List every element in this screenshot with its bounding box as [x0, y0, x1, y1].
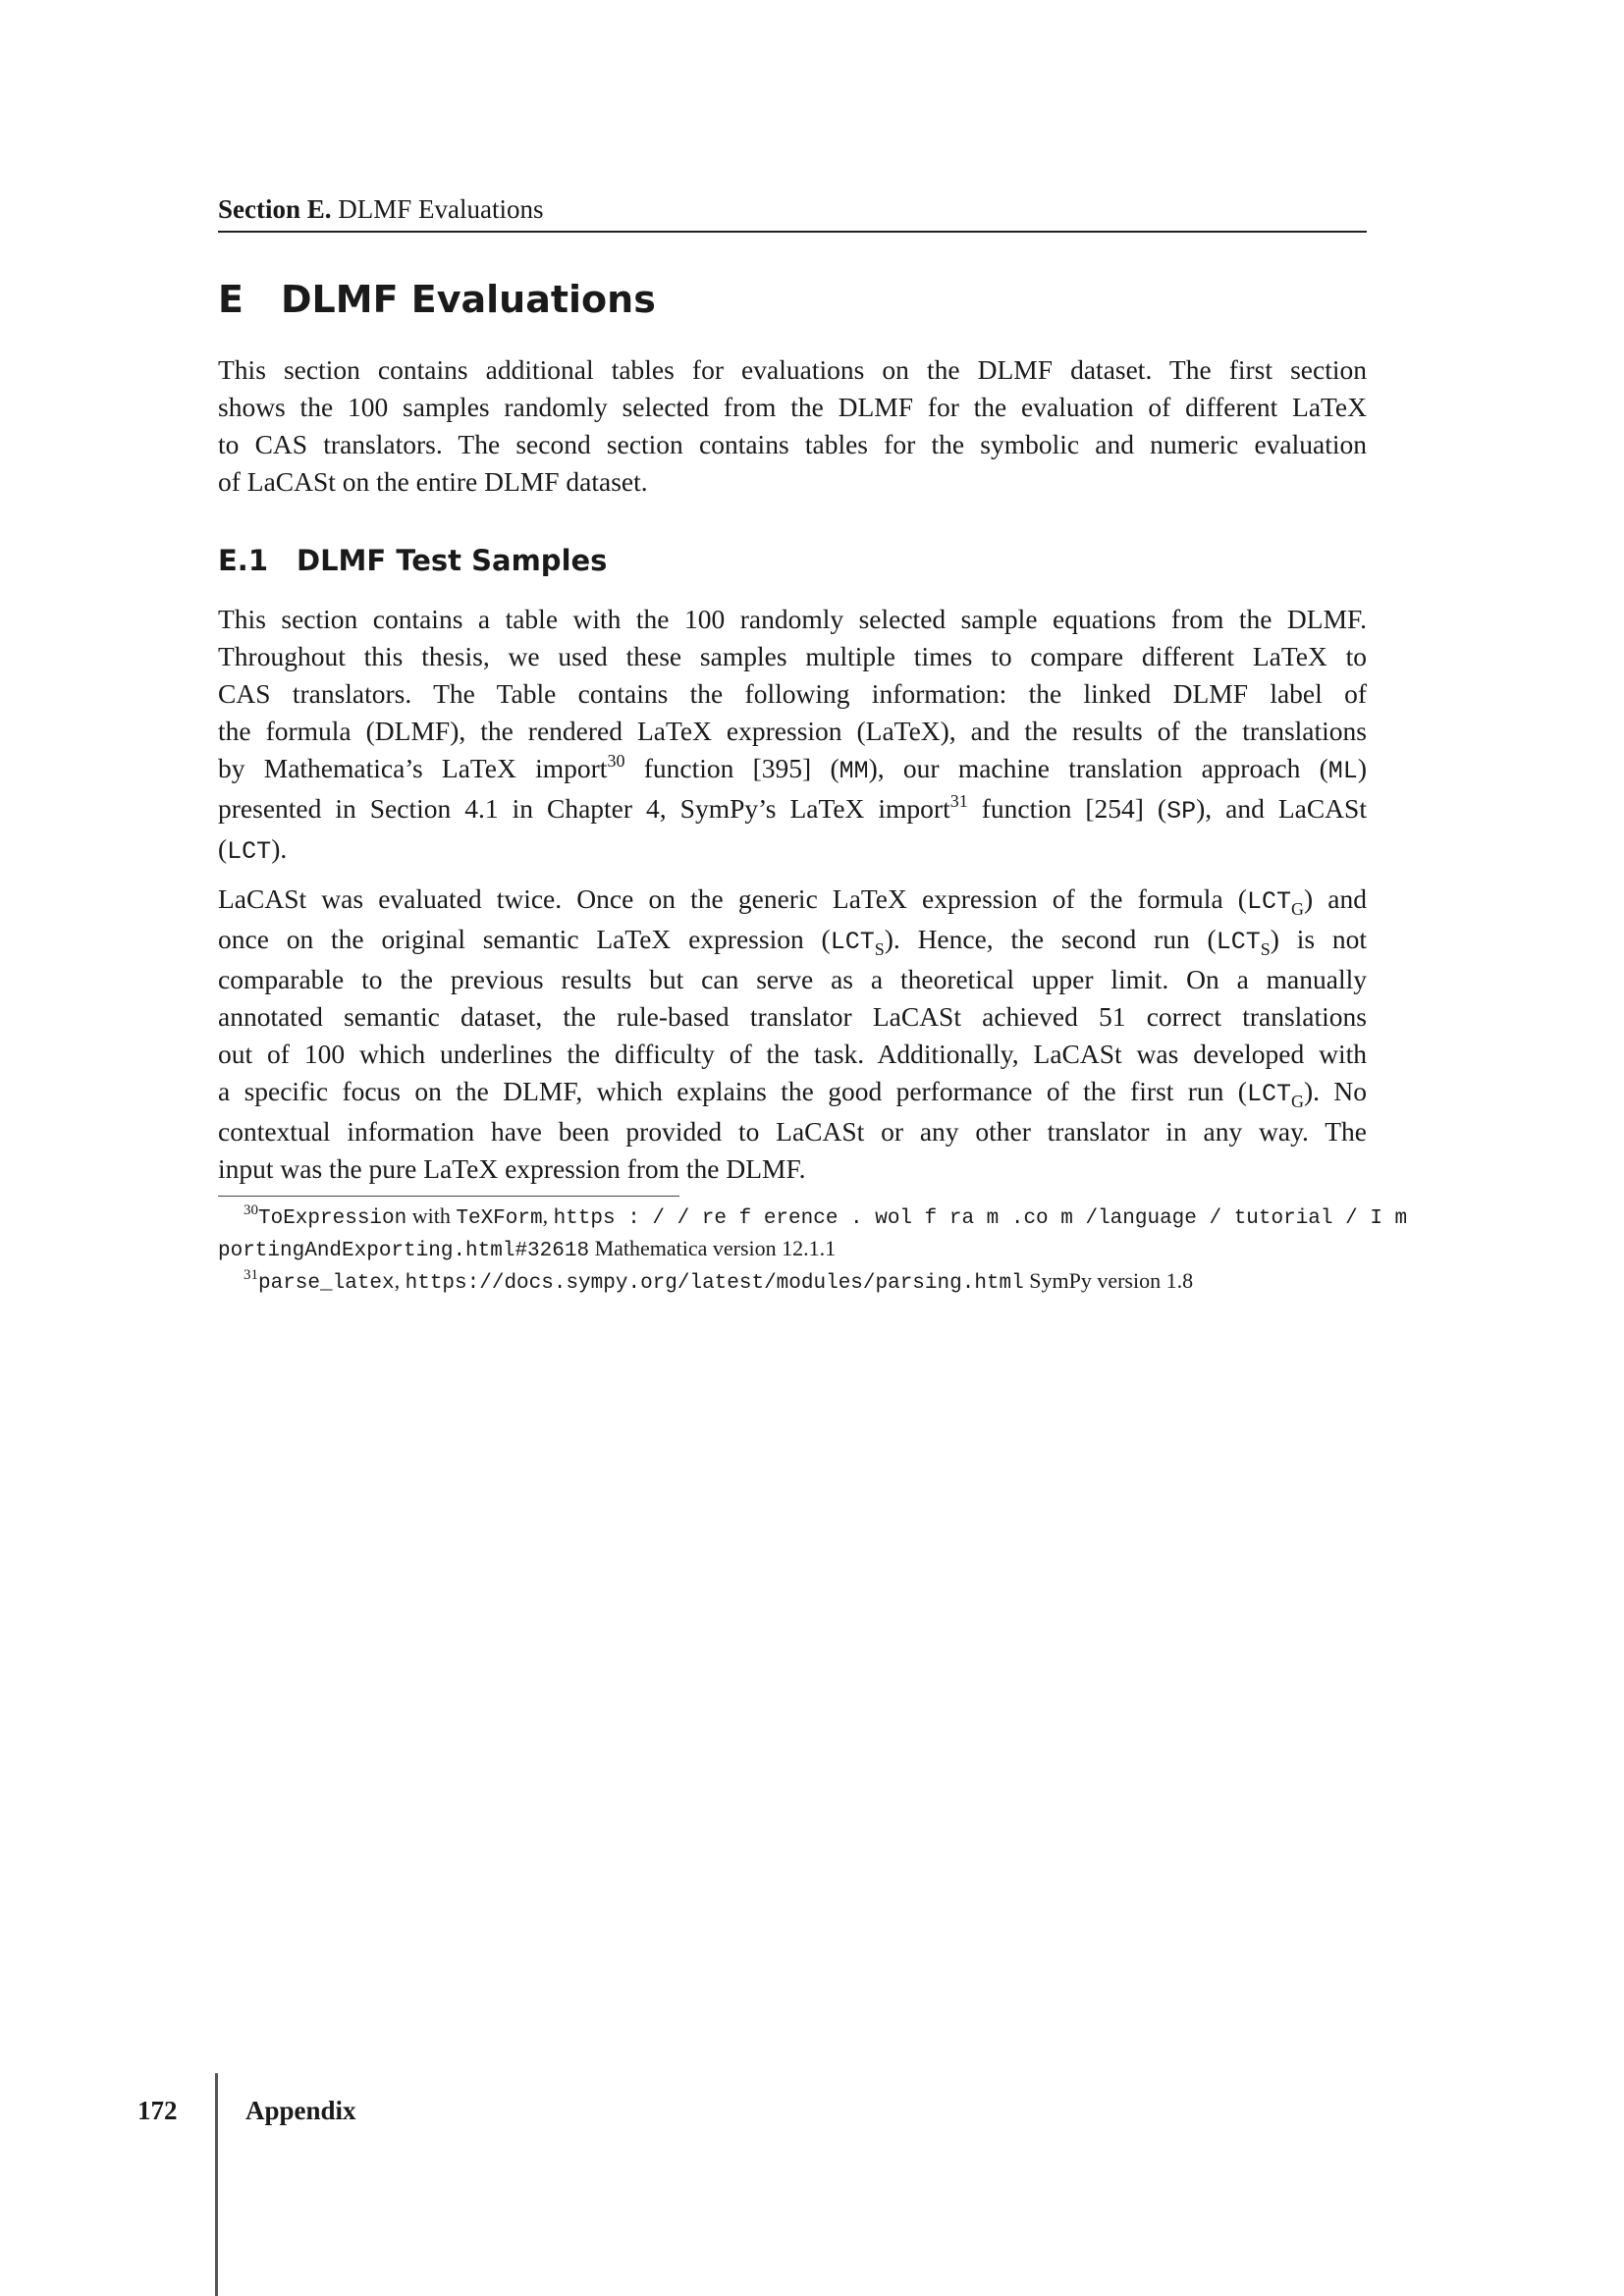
paragraph-line: a specific focus on the DLMF, which explains the good performance of the first run $(LCT_G)$. No — [218, 1076, 1367, 1111]
footnote-30: $^{30}$ToExpression with TeXForm, https : / / re f erence . wol f ra m .co m /language / tutorial / I m — [244, 1202, 1408, 1230]
paragraph-line: CAS translators. The Table contains the following information: the linked DLMF label of — [218, 678, 1367, 709]
paragraph-line: shows the 100 samples randomly selected from the DLMF for the evaluation of different LaTeX — [218, 392, 1367, 422]
section-title: DLMF Evaluations — [281, 278, 656, 321]
evaluation-paragraph — [218, 881, 1367, 1188]
running-header — [218, 191, 1367, 233]
footnote-ref-31[interactable]: 31 — [949, 791, 968, 811]
subsection-heading — [218, 540, 607, 581]
paragraph-line: to CAS translators. The second section contains tables for the symbolic and numeric evaluation — [218, 429, 1367, 459]
paragraph-line: annotated semantic dataset, the rule-based translator LaCASt achieved 51 correct translations — [218, 1001, 1367, 1032]
samples-paragraph — [218, 601, 1367, 871]
footnote-30-cont: portingAndExporting.html#32618 Mathematica version 12.1.1 — [218, 1236, 837, 1262]
paragraph-line: comparable to the previous results but can serve as a theoretical upper limit. On a manually — [218, 964, 1367, 994]
intro-paragraph — [218, 351, 1367, 501]
footnote-divider — [218, 1196, 679, 1197]
paragraph-line: the formula (DLMF), the rendered LaTeX expression (LaTeX), and the results of the translations — [218, 716, 1367, 746]
footer-divider — [215, 2073, 218, 2296]
paragraph-line: once on the original semantic LaTeX expression $(LCT_S)$. Hence, the second run $(LCT_S)$ is not — [218, 924, 1367, 959]
section-number: E — [218, 278, 244, 321]
paragraph-line: out of 100 which underlines the difficulty of the task. Additionally, LaCASt was developed with — [218, 1039, 1367, 1069]
paragraph-line: presented in Section 4.1 in Chapter 4, SymPy’s LaTeX import$^{31}$ function [254] (SP), and LaCASt — [218, 791, 1367, 826]
footnotes — [218, 1201, 1408, 1299]
running-header-section-label: Section E. — [218, 194, 332, 224]
subsection-number: E.1 — [218, 544, 269, 577]
footnote-ref-30[interactable]: 30 — [607, 751, 625, 771]
page-number: 172 — [137, 2096, 178, 2125]
paragraph-line: of LaCASt on the entire DLMF dataset. — [218, 466, 648, 497]
paragraph-line: by Mathematica’s LaTeX import$^{30}$ function [395] (MM), our machine translation approach (ML) — [218, 751, 1367, 785]
section-heading — [218, 273, 656, 326]
footer-label: Appendix — [245, 2096, 356, 2125]
footnote-31: $^{31}$parse_latex, https://docs.sympy.org/latest/modules/parsing.html SymPy version 1.8 — [244, 1267, 1194, 1295]
paragraph-line: input was the pure LaTeX expression from the DLMF. — [218, 1153, 806, 1184]
paragraph-line: (LCT). — [218, 833, 288, 866]
paragraph-line: This section contains a table with the 100 randomly selected sample equations from the DLMF. — [218, 604, 1367, 634]
footnote-31-link[interactable]: https://docs.sympy.org/latest/modules/parsing.html — [405, 1272, 1024, 1295]
paragraph-line: Throughout this thesis, we used these samples multiple times to compare different LaTeX to — [218, 641, 1367, 671]
footnote-30-link-cont[interactable]: portingAndExporting.html#32618 — [218, 1240, 590, 1262]
running-header-section-name: DLMF Evaluations — [338, 194, 544, 224]
subsection-title: DLMF Test Samples — [297, 544, 608, 577]
paragraph-line: This section contains additional tables for evaluations on the DLMF dataset. The first section — [218, 354, 1367, 385]
footnote-30-link[interactable]: https : / / re f erence . wol f ra m .co m /language / tutorial / I m — [553, 1207, 1408, 1230]
paragraph-line: contextual information have been provided to LaCASt or any other translator in any way. The — [218, 1116, 1367, 1147]
paragraph-line: LaCASt was evaluated twice. Once on the generic LaTeX expression of the formula $(LCT_G)$ and — [218, 883, 1367, 919]
